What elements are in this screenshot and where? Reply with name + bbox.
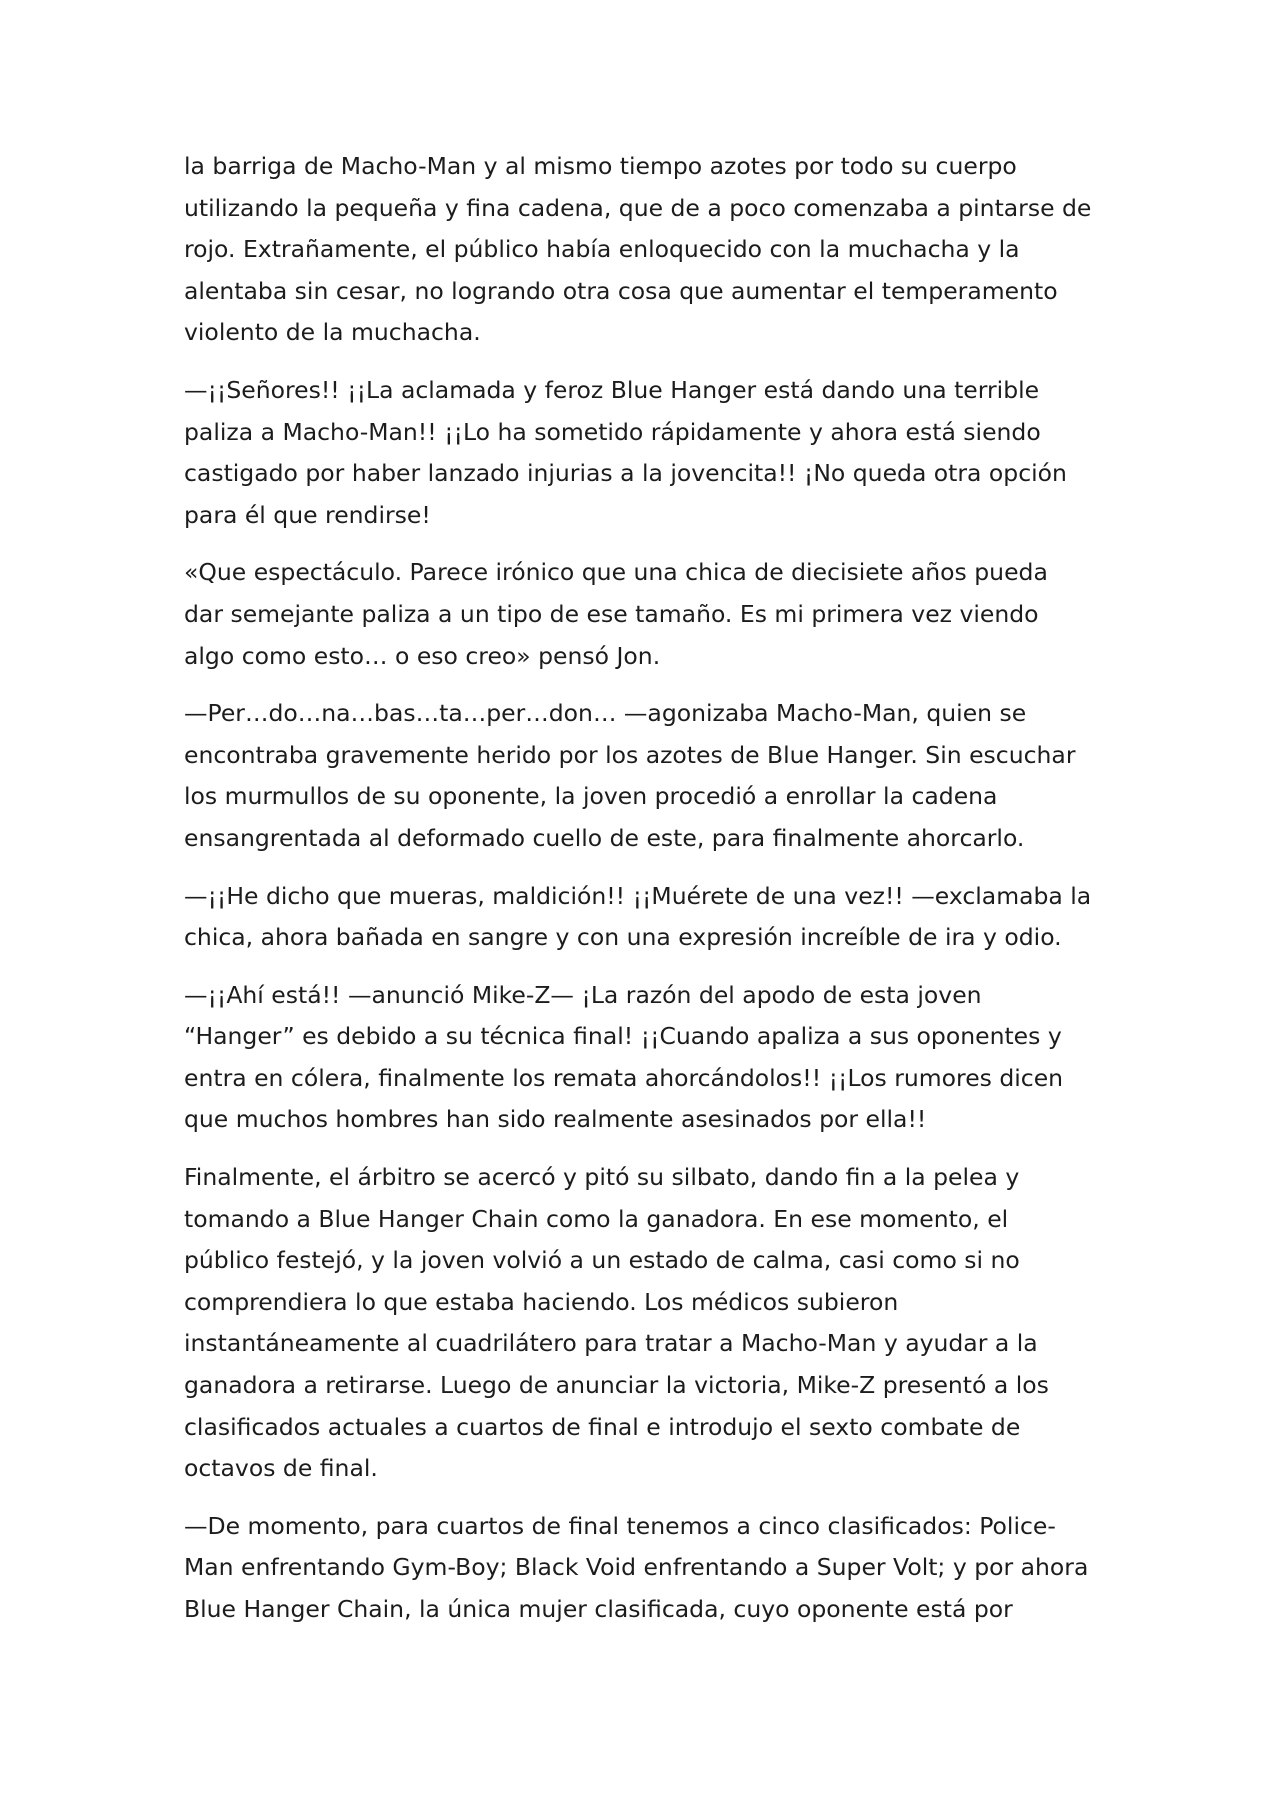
text-line: dar semejante paliza a un tipo de ese tamaño. Es mi primera vez viendo <box>184 599 1039 628</box>
text-line: violento de la muchacha. <box>184 318 481 347</box>
text-line: «Que espectáculo. Parece irónico que una chica de diecisiete años pueda <box>184 558 1048 587</box>
paragraph-7 <box>184 1157 1114 1490</box>
paragraph-2 <box>184 370 1114 536</box>
text-line: público festejó, y la joven volvió a un estado de calma, casi como si no <box>184 1246 1020 1275</box>
text-line: ensangrentada al deformado cuello de este, para finalmente ahorcarlo. <box>184 823 1025 852</box>
text-line: encontraba gravemente herido por los azotes de Blue Hanger. Sin escuchar <box>184 740 1076 769</box>
text-line: Blue Hanger Chain, la única mujer clasificada, cuyo oponente está por <box>184 1595 1013 1623</box>
text-line: octavos de final. <box>184 1454 378 1483</box>
text-body <box>184 146 1114 1647</box>
text-line: entra en cólera, finalmente los remata ahorcándolos!! ¡¡Los rumores dicen <box>184 1063 1064 1092</box>
text-line: instantáneamente al cuadrilátero para tratar a Macho-Man y ayudar a la <box>184 1329 1038 1358</box>
paragraph-6 <box>184 975 1114 1141</box>
text-line: para él que rendirse! <box>184 500 431 529</box>
text-line: castigado por haber lanzado injurias a la jovencita!! ¡No queda otra opción <box>184 459 1067 488</box>
text-line: “Hanger” es debido a su técnica final! ¡¡Cuando apaliza a sus oponentes y <box>184 1022 1062 1051</box>
text-line: comprendiera lo que estaba haciendo. Los médicos subieron <box>184 1287 899 1316</box>
paragraph-8 <box>184 1506 1114 1631</box>
text-line: —¡¡Ahí está!! —anunció Mike-Z— ¡La razón del apodo de esta joven <box>184 980 982 1009</box>
text-line: alentaba sin cesar, no logrando otra cosa que aumentar el temperamento <box>184 276 1058 305</box>
paragraph-5 <box>184 876 1114 959</box>
text-line: Finalmente, el árbitro se acercó y pitó su silbato, dando fin a la pelea y <box>184 1163 1020 1192</box>
text-line: tomando a Blue Hanger Chain como la ganadora. En ese momento, el <box>184 1204 1009 1233</box>
text-line: —¡¡Señores!! ¡¡La aclamada y feroz Blue Hanger está dando una terrible <box>184 375 1040 404</box>
text-line: —Per…do…na…bas…ta…per…don… —agonizaba Macho-Man, quien se <box>184 699 1027 728</box>
text-line: algo como esto… o eso creo» pensó Jon. <box>184 641 661 670</box>
text-line: Man enfrentando Gym-Boy; Black Void enfrentando a Super Volt; y por ahora <box>184 1553 1089 1582</box>
paragraph-1 <box>184 146 1114 354</box>
text-line: rojo. Extrañamente, el público había enloquecido con la muchacha y la <box>184 235 1020 264</box>
text-line: la barriga de Macho-Man y al mismo tiempo azotes por todo su cuerpo <box>184 152 1017 180</box>
text-line: —¡¡He dicho que mueras, maldición!! ¡¡Muérete de una vez!! —exclamaba la <box>184 881 1092 910</box>
text-line: clasificados actuales a cuartos de final e introdujo el sexto combate de <box>184 1412 1021 1441</box>
text-line: chica, ahora bañada en sangre y con una expresión increíble de ira y odio. <box>184 923 1062 952</box>
paragraph-3 <box>184 552 1114 677</box>
text-line: los murmullos de su oponente, la joven procedió a enrollar la cadena <box>184 782 998 811</box>
text-line: que muchos hombres han sido realmente asesinados por ella!! <box>184 1105 927 1134</box>
text-line: ganadora a retirarse. Luego de anunciar la victoria, Mike-Z presentó a los <box>184 1371 1049 1400</box>
text-line: —De momento, para cuartos de final tenemos a cinco clasificados: Police- <box>184 1511 1056 1540</box>
text-line: paliza a Macho-Man!! ¡¡Lo ha sometido rápidamente y ahora está siendo <box>184 417 1041 446</box>
paragraph-4 <box>184 693 1114 859</box>
text-line: utilizando la pequeña y fina cadena, que de a poco comenzaba a pintarse de <box>184 193 1092 222</box>
